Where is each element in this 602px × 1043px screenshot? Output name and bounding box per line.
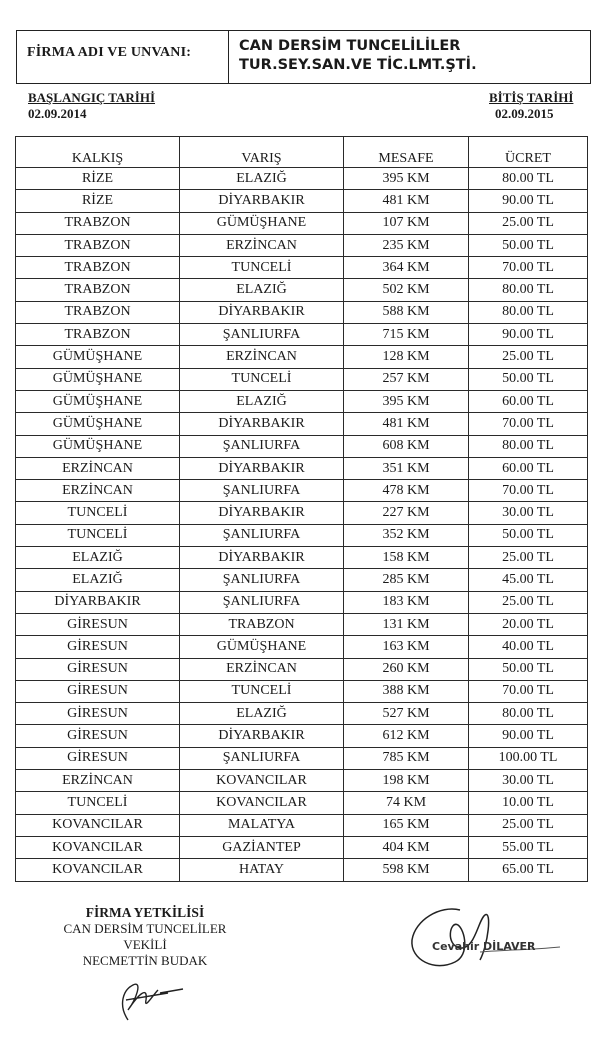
departure-cell: GİRESUN: [16, 747, 180, 769]
distance-cell: 608 KM: [344, 435, 469, 457]
fare-cell: 55.00 TL: [469, 836, 588, 858]
table-row: [16, 591, 588, 613]
distance-cell: 351 KM: [344, 457, 469, 479]
fare-table: [15, 136, 588, 882]
table-row: [16, 680, 588, 702]
fare-cell: 90.00 TL: [469, 725, 588, 747]
departure-cell: TRABZON: [16, 301, 180, 323]
departure-cell: KOVANCILAR: [16, 859, 180, 881]
departure-cell: DİYARBAKIR: [16, 591, 180, 613]
arrival-cell: ELAZIĞ: [180, 390, 344, 412]
company-name: CAN DERSİM TUNCELİLİLER TUR.SEY.SAN.VE TİC.LMT.ŞTİ.: [239, 38, 477, 73]
departure-cell: RİZE: [16, 190, 180, 212]
arrival-cell: TRABZON: [180, 613, 344, 635]
distance-cell: 612 KM: [344, 725, 469, 747]
arrival-cell: KOVANCILAR: [180, 770, 344, 792]
distance-cell: 235 KM: [344, 234, 469, 256]
table-row: [16, 413, 588, 435]
distance-cell: 404 KM: [344, 836, 469, 858]
fare-cell: 30.00 TL: [469, 770, 588, 792]
distance-cell: 131 KM: [344, 613, 469, 635]
arrival-cell: ERZİNCAN: [180, 234, 344, 256]
table-row: [16, 234, 588, 256]
arrival-cell: ŞANLIURFA: [180, 569, 344, 591]
arrival-cell: DİYARBAKIR: [180, 413, 344, 435]
departure-cell: GİRESUN: [16, 636, 180, 658]
departure-cell: KOVANCILAR: [16, 814, 180, 836]
table-row: [16, 457, 588, 479]
distance-cell: 128 KM: [344, 346, 469, 368]
distance-cell: 198 KM: [344, 770, 469, 792]
distance-cell: 74 KM: [344, 792, 469, 814]
departure-cell: RİZE: [16, 168, 180, 190]
table-row: [16, 636, 588, 658]
departure-cell: GİRESUN: [16, 680, 180, 702]
arrival-cell: GÜMÜŞHANE: [180, 636, 344, 658]
distance-cell: 715 KM: [344, 324, 469, 346]
table-row: [16, 770, 588, 792]
departure-cell: ERZİNCAN: [16, 480, 180, 502]
distance-cell: 227 KM: [344, 502, 469, 524]
company-label: FİRMA ADI VE UNVANI:: [27, 45, 192, 60]
fare-cell: 80.00 TL: [469, 435, 588, 457]
distance-cell: 478 KM: [344, 480, 469, 502]
fare-cell: 25.00 TL: [469, 547, 588, 569]
distance-cell: 481 KM: [344, 413, 469, 435]
departure-cell: TUNCELİ: [16, 524, 180, 546]
distance-cell: 158 KM: [344, 547, 469, 569]
table-row: [16, 725, 588, 747]
departure-cell: GİRESUN: [16, 703, 180, 725]
table-row: [16, 190, 588, 212]
column-header-fare: ÜCRET: [469, 137, 588, 168]
departure-cell: TRABZON: [16, 212, 180, 234]
departure-cell: GİRESUN: [16, 613, 180, 635]
departure-cell: ELAZIĞ: [16, 569, 180, 591]
arrival-cell: TUNCELİ: [180, 368, 344, 390]
table-row: [16, 435, 588, 457]
distance-cell: 364 KM: [344, 257, 469, 279]
departure-cell: TRABZON: [16, 257, 180, 279]
fare-cell: 70.00 TL: [469, 413, 588, 435]
table-row: [16, 390, 588, 412]
departure-cell: GÜMÜŞHANE: [16, 390, 180, 412]
fare-cell: 80.00 TL: [469, 279, 588, 301]
distance-cell: 598 KM: [344, 859, 469, 881]
fare-cell: 30.00 TL: [469, 502, 588, 524]
fare-cell: 65.00 TL: [469, 859, 588, 881]
column-header-distance: MESAFE: [344, 137, 469, 168]
fare-cell: 80.00 TL: [469, 301, 588, 323]
start-date-label: BAŞLANGIÇ TARİHİ: [28, 90, 156, 105]
distance-cell: 257 KM: [344, 368, 469, 390]
table-body: [16, 168, 588, 882]
arrival-cell: DİYARBAKIR: [180, 301, 344, 323]
fare-cell: 25.00 TL: [469, 591, 588, 613]
table-row: [16, 480, 588, 502]
arrival-cell: GAZİANTEP: [180, 836, 344, 858]
column-header-departure: KALKIŞ: [16, 137, 180, 168]
departure-cell: TRABZON: [16, 234, 180, 256]
table-row: [16, 279, 588, 301]
table-row: [16, 703, 588, 725]
table-row: [16, 257, 588, 279]
arrival-cell: TUNCELİ: [180, 680, 344, 702]
fare-cell: 20.00 TL: [469, 613, 588, 635]
arrival-cell: DİYARBAKIR: [180, 502, 344, 524]
end-date-value: 02.09.2015: [495, 106, 554, 121]
table-row: [16, 524, 588, 546]
table-header-row: [16, 137, 588, 168]
table-row: [16, 658, 588, 680]
departure-cell: TUNCELİ: [16, 502, 180, 524]
table-row: [16, 301, 588, 323]
departure-cell: GÜMÜŞHANE: [16, 413, 180, 435]
arrival-cell: TUNCELİ: [180, 257, 344, 279]
table-row: [16, 613, 588, 635]
table-row: [16, 836, 588, 858]
arrival-cell: GÜMÜŞHANE: [180, 212, 344, 234]
fare-cell: 50.00 TL: [469, 234, 588, 256]
distance-cell: 502 KM: [344, 279, 469, 301]
distance-cell: 183 KM: [344, 591, 469, 613]
arrival-cell: ELAZIĞ: [180, 168, 344, 190]
arrival-cell: ERZİNCAN: [180, 346, 344, 368]
departure-cell: ERZİNCAN: [16, 770, 180, 792]
departure-cell: GÜMÜŞHANE: [16, 346, 180, 368]
arrival-cell: ŞANLIURFA: [180, 591, 344, 613]
distance-cell: 527 KM: [344, 703, 469, 725]
fare-cell: 90.00 TL: [469, 190, 588, 212]
distance-cell: 165 KM: [344, 814, 469, 836]
arrival-cell: ŞANLIURFA: [180, 747, 344, 769]
departure-cell: GİRESUN: [16, 658, 180, 680]
departure-cell: KOVANCILAR: [16, 836, 180, 858]
distance-cell: 588 KM: [344, 301, 469, 323]
arrival-cell: MALATYA: [180, 814, 344, 836]
table-row: [16, 747, 588, 769]
fare-table-wrapper: [15, 136, 587, 882]
table-row: [16, 859, 588, 881]
fare-cell: 25.00 TL: [469, 814, 588, 836]
fare-cell: 70.00 TL: [469, 680, 588, 702]
fare-cell: 80.00 TL: [469, 703, 588, 725]
fare-cell: 25.00 TL: [469, 346, 588, 368]
arrival-cell: ŞANLIURFA: [180, 524, 344, 546]
fare-cell: 45.00 TL: [469, 569, 588, 591]
signatory-block: [40, 905, 250, 969]
fare-cell: 60.00 TL: [469, 457, 588, 479]
fare-cell: 80.00 TL: [469, 168, 588, 190]
arrival-cell: KOVANCILAR: [180, 792, 344, 814]
arrival-cell: ŞANLIURFA: [180, 324, 344, 346]
table-row: [16, 502, 588, 524]
signatory-company: CAN DERSİM TUNCELİLER: [63, 921, 227, 936]
fare-cell: 50.00 TL: [469, 368, 588, 390]
distance-cell: 352 KM: [344, 524, 469, 546]
departure-cell: GİRESUN: [16, 725, 180, 747]
table-row: [16, 168, 588, 190]
arrival-cell: HATAY: [180, 859, 344, 881]
fare-cell: 50.00 TL: [469, 524, 588, 546]
arrival-cell: DİYARBAKIR: [180, 190, 344, 212]
arrival-cell: ŞANLIURFA: [180, 480, 344, 502]
fare-cell: 50.00 TL: [469, 658, 588, 680]
signature-left-image: [98, 965, 188, 1025]
fare-cell: 70.00 TL: [469, 480, 588, 502]
distance-cell: 107 KM: [344, 212, 469, 234]
table-row: [16, 346, 588, 368]
company-header-box: [16, 30, 591, 84]
arrival-cell: ŞANLIURFA: [180, 435, 344, 457]
stamp-name: Cevahir DİLAVER: [432, 940, 536, 953]
distance-cell: 395 KM: [344, 168, 469, 190]
table-row: [16, 569, 588, 591]
departure-cell: TRABZON: [16, 279, 180, 301]
signatory-name: NECMETTİN BUDAK: [82, 953, 208, 968]
table-row: [16, 368, 588, 390]
signature-right-image: [400, 900, 565, 975]
table-row: [16, 212, 588, 234]
departure-cell: ERZİNCAN: [16, 457, 180, 479]
table-row: [16, 547, 588, 569]
start-date-value: 02.09.2014: [28, 106, 87, 121]
table-row: [16, 814, 588, 836]
fare-cell: 25.00 TL: [469, 212, 588, 234]
fare-cell: 90.00 TL: [469, 324, 588, 346]
fare-cell: 100.00 TL: [469, 747, 588, 769]
departure-cell: GÜMÜŞHANE: [16, 435, 180, 457]
distance-cell: 785 KM: [344, 747, 469, 769]
distance-cell: 285 KM: [344, 569, 469, 591]
distance-cell: 260 KM: [344, 658, 469, 680]
table-row: [16, 324, 588, 346]
fare-cell: 10.00 TL: [469, 792, 588, 814]
distance-cell: 481 KM: [344, 190, 469, 212]
arrival-cell: ERZİNCAN: [180, 658, 344, 680]
signatory-title: FİRMA YETKİLİSİ: [85, 905, 205, 920]
departure-cell: TUNCELİ: [16, 792, 180, 814]
departure-cell: ELAZIĞ: [16, 547, 180, 569]
departure-cell: GÜMÜŞHANE: [16, 368, 180, 390]
fare-cell: 60.00 TL: [469, 390, 588, 412]
arrival-cell: DİYARBAKIR: [180, 725, 344, 747]
arrival-cell: DİYARBAKIR: [180, 547, 344, 569]
distance-cell: 395 KM: [344, 390, 469, 412]
header-divider: [228, 31, 229, 83]
distance-cell: 163 KM: [344, 636, 469, 658]
fare-cell: 70.00 TL: [469, 257, 588, 279]
departure-cell: TRABZON: [16, 324, 180, 346]
arrival-cell: DİYARBAKIR: [180, 457, 344, 479]
arrival-cell: ELAZIĞ: [180, 703, 344, 725]
table-row: [16, 792, 588, 814]
arrival-cell: ELAZIĞ: [180, 279, 344, 301]
signatory-role: VEKİLİ: [123, 937, 167, 952]
end-date-label: BİTİŞ TARİHİ: [489, 90, 574, 105]
distance-cell: 388 KM: [344, 680, 469, 702]
fare-cell: 40.00 TL: [469, 636, 588, 658]
column-header-arrival: VARIŞ: [180, 137, 344, 168]
